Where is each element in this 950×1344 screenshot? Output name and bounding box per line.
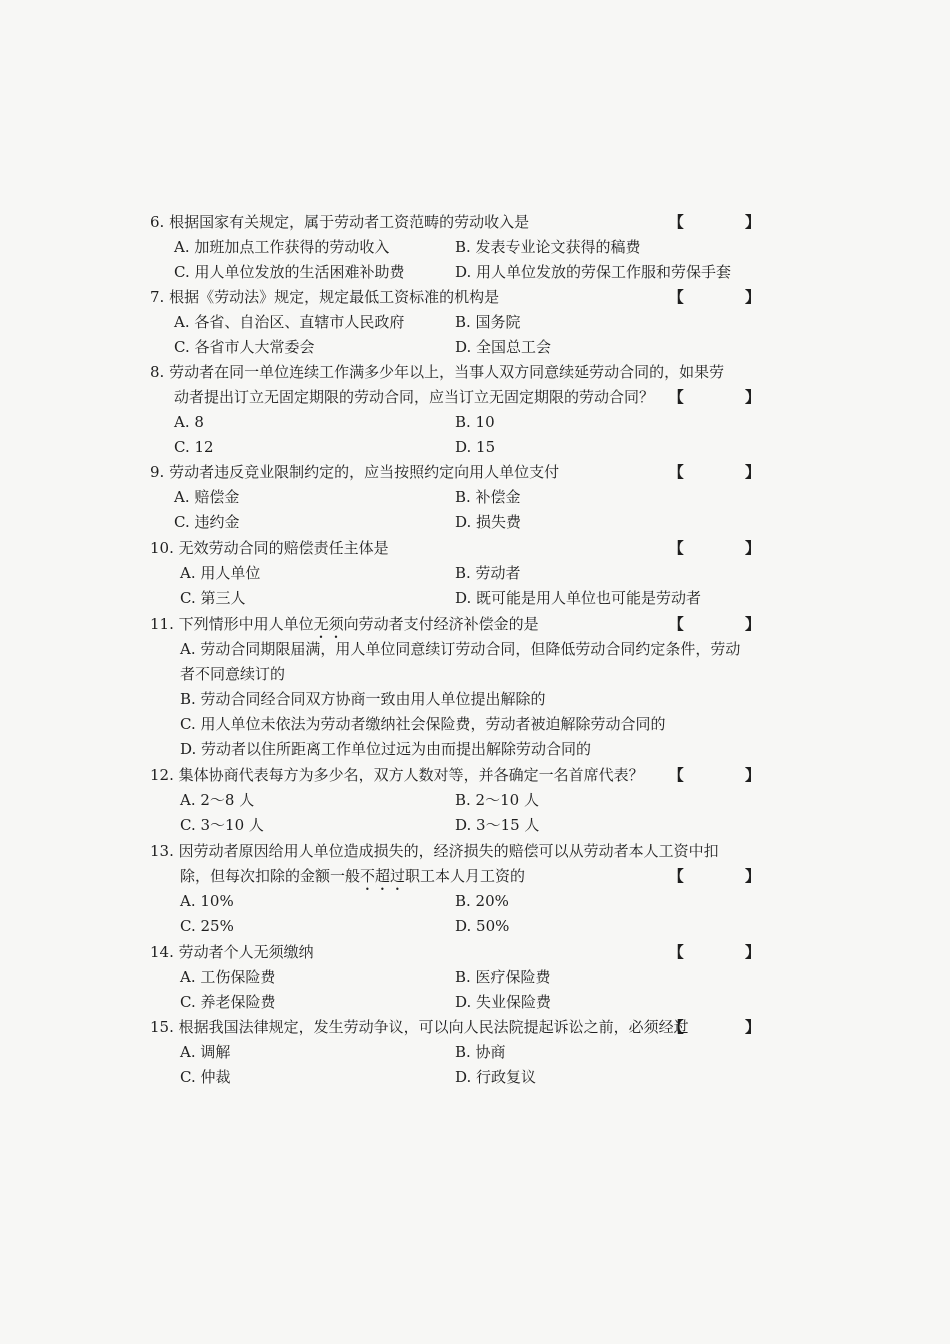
question-stem-line-1: 8. 劳动者在同一单位连续工作满多少年以上，当事人双方同意续延劳动合同的，如果劳 <box>150 363 725 381</box>
question-stem: 11. 下列情形中用人单位无须向劳动者支付经济补偿金的是 <box>150 615 539 633</box>
option-b: B. 劳动者 <box>455 564 521 582</box>
option-c: C. 3～10 人 <box>180 816 264 834</box>
option-a: A. 2～8 人 <box>180 791 255 809</box>
answer-bracket: 【 】 <box>668 539 788 557</box>
option-b: B. 10 <box>455 413 495 431</box>
option-a: A. 调解 <box>180 1043 231 1061</box>
question-9 <box>150 460 800 535</box>
option-c: C. 用人单位发放的生活困难补助费 <box>174 263 405 281</box>
option-d: D. 损失费 <box>455 513 522 531</box>
answer-bracket: 【 】 <box>668 388 788 406</box>
option-a: A. 用人单位 <box>180 564 261 582</box>
emphasized-text: 不超过 <box>360 867 406 885</box>
option-a: A. 各省、自治区、直辖市人民政府 <box>174 313 405 331</box>
answer-bracket: 【 】 <box>668 943 788 961</box>
question-11 <box>150 612 800 762</box>
question-7 <box>150 285 800 360</box>
option-c: C. 12 <box>174 438 214 456</box>
answer-bracket: 【 】 <box>668 1018 788 1036</box>
option-a: A. 10% <box>180 892 234 910</box>
option-d: D. 3～15 人 <box>455 816 540 834</box>
option-b: B. 协商 <box>455 1043 506 1061</box>
question-stem-line-2: 除，但每次扣除的金额一般不超过职工本人月工资的 <box>180 867 526 885</box>
question-stem-line-2: 动者提出订立无固定期限的劳动合同，应当订立无固定期限的劳动合同？ <box>174 388 655 406</box>
question-stem: 9. 劳动者违反竞业限制约定的，应当按照约定向用人单位支付 <box>150 463 560 481</box>
answer-bracket: 【 】 <box>668 288 788 306</box>
option-b: B. 补偿金 <box>455 488 521 506</box>
answer-bracket: 【 】 <box>668 867 788 885</box>
question-12 <box>150 763 800 838</box>
option-c: C. 仲裁 <box>180 1068 231 1086</box>
option-d: D. 全国总工会 <box>455 338 552 356</box>
option-d: D. 用人单位发放的劳保工作服和劳保手套 <box>455 263 732 281</box>
option-d: D. 劳动者以住所距离工作单位过远为由而提出解除劳动合同的 <box>180 740 592 758</box>
question-15 <box>150 1015 800 1090</box>
option-b: B. 2～10 人 <box>455 791 539 809</box>
emphasized-text: 无须 <box>313 615 344 633</box>
question-6 <box>150 210 800 285</box>
option-c: C. 25% <box>180 917 234 935</box>
question-stem: 12. 集体协商代表每方为多少名，双方人数对等，并各确定一名首席代表？ <box>150 766 644 784</box>
option-a: A. 工伤保险费 <box>180 968 276 986</box>
option-d: D. 既可能是用人单位也可能是劳动者 <box>455 589 702 607</box>
option-b: B. 20% <box>455 892 509 910</box>
option-c: C. 养老保险费 <box>180 993 276 1011</box>
question-8 <box>150 360 800 460</box>
option-c: C. 第三人 <box>180 589 246 607</box>
option-a: A. 8 <box>174 413 204 431</box>
option-d: D. 50% <box>455 917 510 935</box>
question-14 <box>150 940 800 1015</box>
option-d: D. 失业保险费 <box>455 993 552 1011</box>
answer-bracket: 【 】 <box>668 766 788 784</box>
option-b: B. 医疗保险费 <box>455 968 551 986</box>
question-stem-line-1: 13. 因劳动者原因给用人单位造成损失的，经济损失的赔偿可以从劳动者本人工资中扣 <box>150 842 719 860</box>
answer-bracket: 【 】 <box>668 463 788 481</box>
option-a-line-2: 者不同意续订的 <box>180 665 286 683</box>
answer-bracket: 【 】 <box>668 213 788 231</box>
option-a: A. 赔偿金 <box>174 488 240 506</box>
option-a-line-1: A. 劳动合同期限届满，用人单位同意续订劳动合同，但降低劳动合同约定条件，劳动 <box>180 640 741 658</box>
option-c: C. 违约金 <box>174 513 240 531</box>
answer-bracket: 【 】 <box>668 615 788 633</box>
option-a: A. 加班加点工作获得的劳动收入 <box>174 238 390 256</box>
question-10 <box>150 536 800 611</box>
question-stem: 7. 根据《劳动法》规定，规定最低工资标准的机构是 <box>150 288 500 306</box>
option-b: B. 劳动合同经合同双方协商一致由用人单位提出解除的 <box>180 690 546 708</box>
question-stem: 6. 根据国家有关规定，属于劳动者工资范畴的劳动收入是 <box>150 213 530 231</box>
option-b: B. 发表专业论文获得的稿费 <box>455 238 641 256</box>
option-b: B. 国务院 <box>455 313 521 331</box>
question-stem: 14. 劳动者个人无须缴纳 <box>150 943 314 961</box>
question-stem: 15. 根据我国法律规定，发生劳动争议，可以向人民法院提起诉讼之前，必须经过 <box>150 1018 689 1036</box>
question-stem: 10. 无效劳动合同的赔偿责任主体是 <box>150 539 389 557</box>
option-d: D. 行政复议 <box>455 1068 537 1086</box>
option-c: C. 各省市人大常委会 <box>174 338 315 356</box>
option-d: D. 15 <box>455 438 496 456</box>
question-13 <box>150 839 800 939</box>
option-c: C. 用人单位未依法为劳动者缴纳社会保险费，劳动者被迫解除劳动合同的 <box>180 715 666 733</box>
